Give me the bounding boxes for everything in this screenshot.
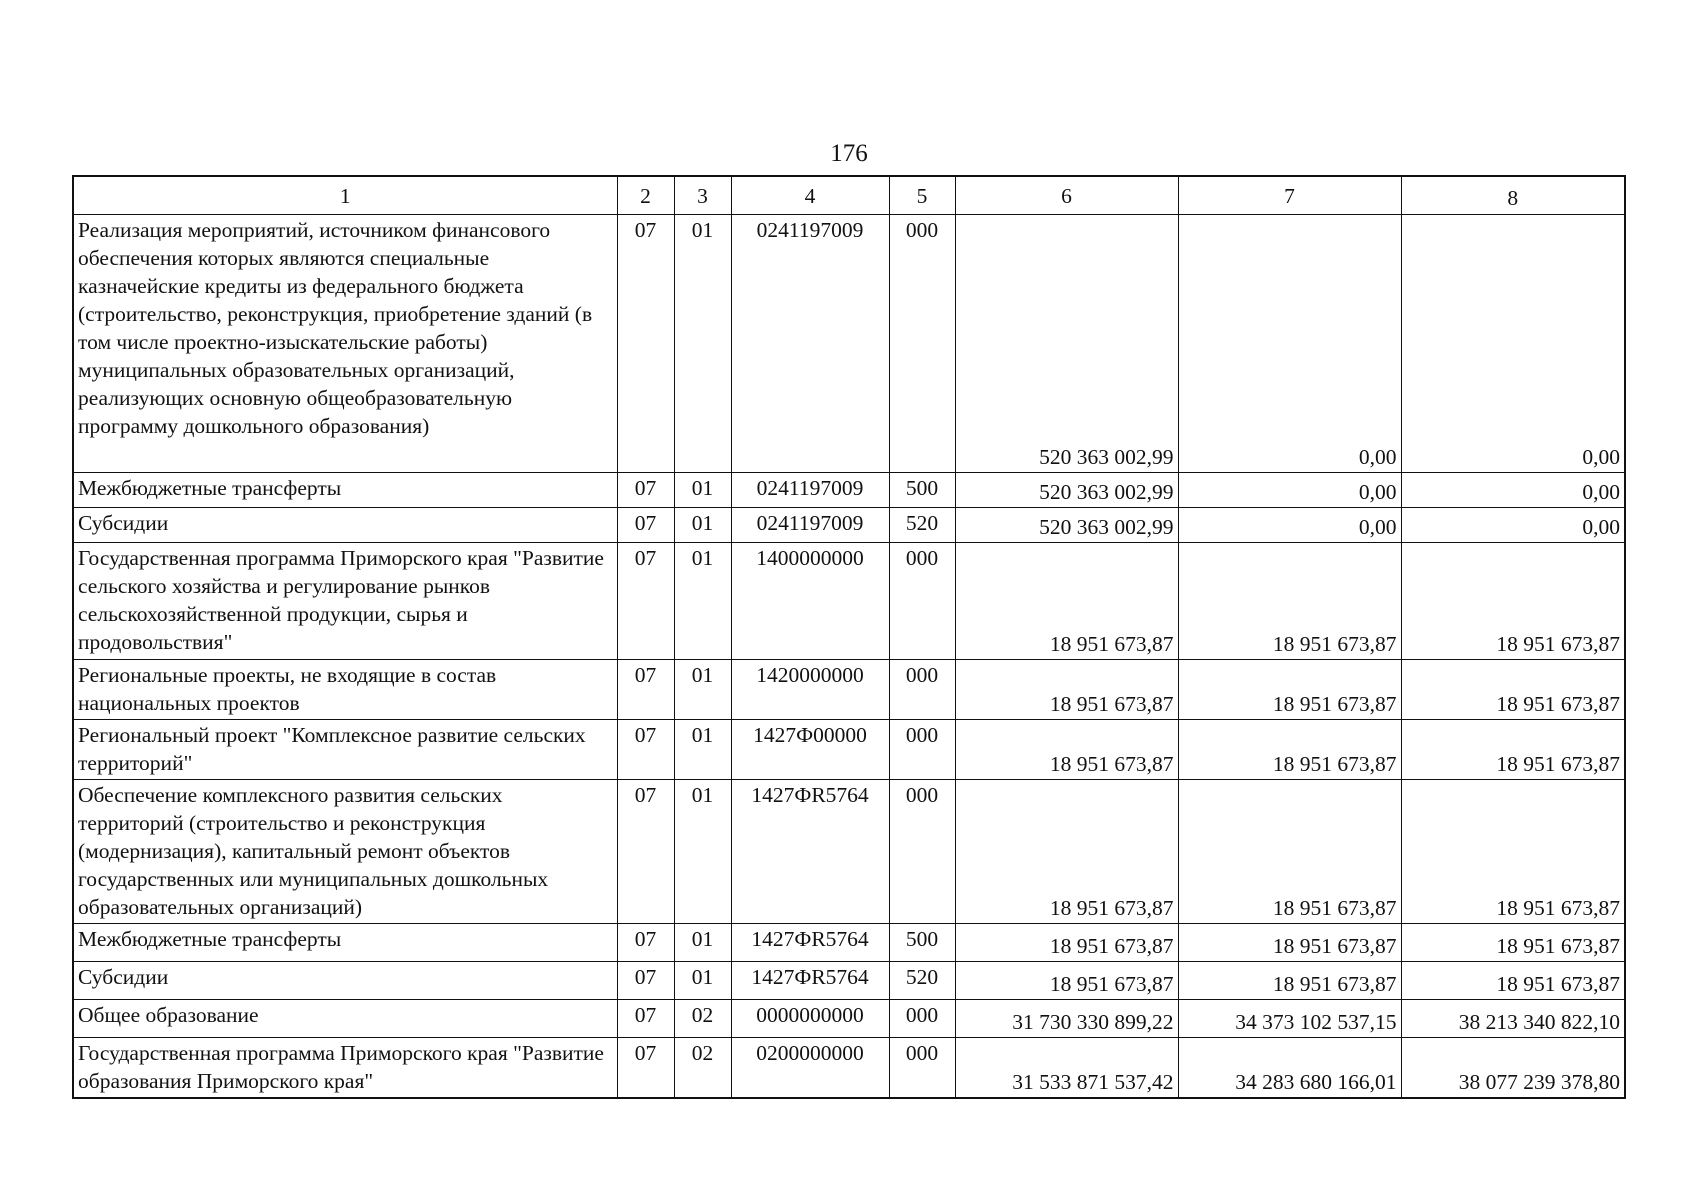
amount-col-6: 18 951 673,87: [955, 780, 1178, 924]
amount-col-6: 520 363 002,99: [955, 508, 1178, 543]
section-code: 07: [617, 962, 674, 1000]
amount-col-7: 18 951 673,87: [1178, 720, 1401, 780]
header-cell-2: 2: [617, 176, 674, 215]
amount-col-6: 31 730 330 899,22: [955, 1000, 1178, 1038]
amount-col-7: 0,00: [1178, 508, 1401, 543]
expense-type-code: 500: [889, 473, 955, 508]
expense-type-code: 000: [889, 720, 955, 780]
section-code: 07: [617, 660, 674, 720]
amount-col-8: 0,00: [1401, 215, 1625, 473]
amount-col-6: 520 363 002,99: [955, 473, 1178, 508]
amount-col-8: 0,00: [1401, 473, 1625, 508]
amount-col-8: 18 951 673,87: [1401, 543, 1625, 660]
section-code: 07: [617, 1000, 674, 1038]
amount-col-7: 18 951 673,87: [1178, 924, 1401, 962]
target-article-code: 1427ФR5764: [731, 780, 889, 924]
amount-col-7: 34 373 102 537,15: [1178, 1000, 1401, 1038]
section-code: 07: [617, 1038, 674, 1098]
amount-col-8: 18 951 673,87: [1401, 660, 1625, 720]
target-article-code: 0241197009: [731, 473, 889, 508]
section-code: 07: [617, 508, 674, 543]
expense-type-code: 000: [889, 1038, 955, 1098]
target-article-code: 1427Ф00000: [731, 720, 889, 780]
header-cell-8: 8: [1401, 176, 1625, 215]
amount-col-7: 0,00: [1178, 215, 1401, 473]
subsection-code: 01: [674, 924, 731, 962]
subsection-code: 01: [674, 508, 731, 543]
amount-col-6: 18 951 673,87: [955, 660, 1178, 720]
subsection-code: 01: [674, 780, 731, 924]
header-cell-1: 1: [73, 176, 617, 215]
amount-col-8: 18 951 673,87: [1401, 780, 1625, 924]
table-row: [73, 720, 1625, 780]
expense-type-code: 000: [889, 543, 955, 660]
row-name: Региональный проект "Комплексное развитие сельских территорий": [73, 720, 617, 780]
subsection-code: 02: [674, 1038, 731, 1098]
table-row: [73, 780, 1625, 924]
row-name: Субсидии: [73, 962, 617, 1000]
table-row: [73, 215, 1625, 473]
table-row: [73, 1038, 1625, 1098]
target-article-code: 1427ФR5764: [731, 924, 889, 962]
subsection-code: 01: [674, 215, 731, 473]
row-name: Реализация мероприятий, источником финансового обеспечения которых являются специальные казначейские кредиты из федерального бюджета (строительство, реконструкция, приобретение зданий (в том числе проектно-изыскательские работы) муниципальных образовательных организаций, реализующих основную общеобразовательную программу дошкольного образования): [73, 215, 617, 473]
table-row: [73, 962, 1625, 1000]
subsection-code: 01: [674, 720, 731, 780]
table-row: [73, 543, 1625, 660]
subsection-code: 02: [674, 1000, 731, 1038]
table-header-row: [73, 176, 1625, 215]
header-cell-5: 5: [889, 176, 955, 215]
section-code: 07: [617, 543, 674, 660]
expense-type-code: 520: [889, 962, 955, 1000]
row-name: Обеспечение комплексного развития сельских территорий (строительство и реконструкция (модернизация), капитальный ремонт объектов государственных или муниципальных дошкольных образовательных организаций): [73, 780, 617, 924]
table-row: [73, 508, 1625, 543]
expense-type-code: 000: [889, 215, 955, 473]
section-code: 07: [617, 215, 674, 473]
amount-col-6: 520 363 002,99: [955, 215, 1178, 473]
target-article-code: 1427ФR5764: [731, 962, 889, 1000]
table-row: [73, 473, 1625, 508]
section-code: 07: [617, 720, 674, 780]
budget-table: [72, 175, 1626, 1099]
target-article-code: 0241197009: [731, 215, 889, 473]
expense-type-code: 500: [889, 924, 955, 962]
amount-col-6: 18 951 673,87: [955, 962, 1178, 1000]
expense-type-code: 000: [889, 1000, 955, 1038]
amount-col-7: 18 951 673,87: [1178, 543, 1401, 660]
table-row: [73, 660, 1625, 720]
row-name: Региональные проекты, не входящие в состав национальных проектов: [73, 660, 617, 720]
target-article-code: 0000000000: [731, 1000, 889, 1038]
row-name: Межбюджетные трансферты: [73, 924, 617, 962]
target-article-code: 0241197009: [731, 508, 889, 543]
amount-col-6: 31 533 871 537,42: [955, 1038, 1178, 1098]
target-article-code: 1420000000: [731, 660, 889, 720]
amount-col-7: 18 951 673,87: [1178, 660, 1401, 720]
amount-col-8: 18 951 673,87: [1401, 962, 1625, 1000]
amount-col-8: 38 077 239 378,80: [1401, 1038, 1625, 1098]
amount-col-7: 34 283 680 166,01: [1178, 1038, 1401, 1098]
amount-col-8: 18 951 673,87: [1401, 924, 1625, 962]
header-cell-6: 6: [955, 176, 1178, 215]
amount-col-8: 38 213 340 822,10: [1401, 1000, 1625, 1038]
row-name: Межбюджетные трансферты: [73, 473, 617, 508]
table-row: [73, 1000, 1625, 1038]
amount-col-7: 18 951 673,87: [1178, 780, 1401, 924]
row-name: Государственная программа Приморского края "Развитие образования Приморского края": [73, 1038, 617, 1098]
row-name: Государственная программа Приморского края "Развитие сельского хозяйства и регулирование рынков сельскохозяйственной продукции, сырья и продовольствия": [73, 543, 617, 660]
section-code: 07: [617, 780, 674, 924]
amount-col-8: 0,00: [1401, 508, 1625, 543]
section-code: 07: [617, 924, 674, 962]
section-code: 07: [617, 473, 674, 508]
amount-col-7: 0,00: [1178, 473, 1401, 508]
subsection-code: 01: [674, 473, 731, 508]
subsection-code: 01: [674, 543, 731, 660]
amount-col-7: 18 951 673,87: [1178, 962, 1401, 1000]
target-article-code: 0200000000: [731, 1038, 889, 1098]
expense-type-code: 000: [889, 660, 955, 720]
header-cell-7: 7: [1178, 176, 1401, 215]
header-cell-3: 3: [674, 176, 731, 215]
row-name: Общее образование: [73, 1000, 617, 1038]
amount-col-6: 18 951 673,87: [955, 720, 1178, 780]
amount-col-8: 18 951 673,87: [1401, 720, 1625, 780]
amount-col-6: 18 951 673,87: [955, 543, 1178, 660]
page-number: 176: [830, 140, 868, 167]
header-cell-4: 4: [731, 176, 889, 215]
subsection-code: 01: [674, 962, 731, 1000]
table-row: [73, 924, 1625, 962]
expense-type-code: 000: [889, 780, 955, 924]
subsection-code: 01: [674, 660, 731, 720]
expense-type-code: 520: [889, 508, 955, 543]
row-name: Субсидии: [73, 508, 617, 543]
amount-col-6: 18 951 673,87: [955, 924, 1178, 962]
target-article-code: 1400000000: [731, 543, 889, 660]
